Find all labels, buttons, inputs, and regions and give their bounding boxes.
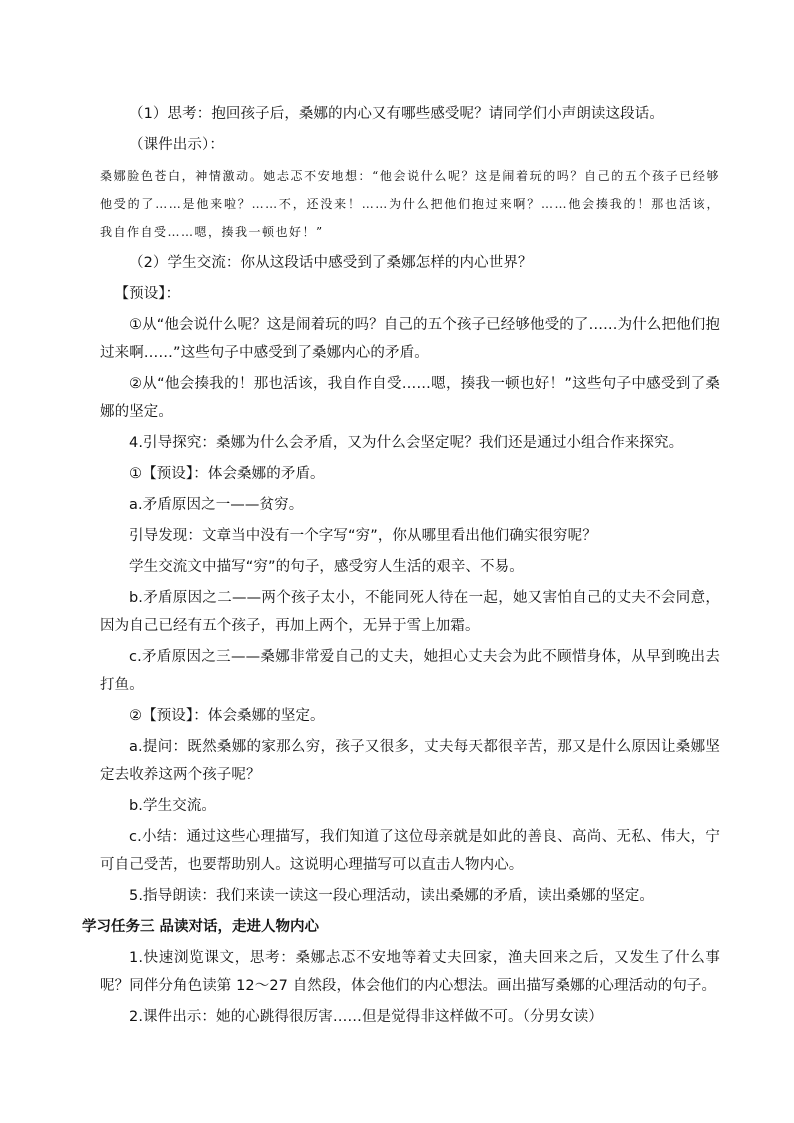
preset-determination: ②【预设】：体会桑娜的坚定。: [129, 708, 325, 724]
section-heading-task-three: 学习任务三 品读对话，走进人物内心: [82, 919, 320, 935]
courseware-quote: 桑娜脸色苍白，神情激动。她忐忑不安地想：“他会说什么呢？这是闹着玩的吗？自己的五个孩子已经够他受的了……是他来啦？……不，还没来！……为什么把他们抱过来啊？……他会揍我的！那也活该，我自作自受……嗯，揍我一顿也好！”: [100, 169, 720, 239]
courseware-label: （课件出示）：: [129, 137, 224, 153]
courseware-reading-paragraph: 2.课件出示：她的心跳得很厉害……但是觉得非这样做不可。（分男女读）: [129, 1009, 603, 1025]
question-paragraph: a.提问：既然桑娜的家那么穷，孩子又很多，丈夫每天都很辛苦，那又是什么原因让桑娜坚定去收养这两个孩子呢？: [100, 739, 720, 783]
summary-paragraph: c.小结：通过这些心理描写，我们知道了这位母亲就是如此的善良、高尚、无私、伟大，宁可自己受苦，也要帮助别人。这说明心理描写可以直击人物内心。: [100, 829, 720, 873]
document-body: [82, 100, 720, 1034]
quick-browse-paragraph: 1.快速浏览课文，思考：桑娜忐忑不安地等着丈夫回家，渔夫回来之后，又发生了什么事呢？同伴分角色读第 12～27 自然段，体会他们的内心想法。画出描写桑娜的心理活动的句子。: [100, 950, 720, 994]
student-exchange: b.学生交流。: [129, 798, 217, 814]
guided-discovery: 引导发现：文章当中没有一个字写“穷”，你从哪里看出他们确实很穷呢？: [129, 528, 597, 544]
reason-three: c.矛盾原因之三——桑娜非常爱自己的丈夫，她担心丈夫会为此不顾惜身体，从早到晚出去打鱼。: [100, 649, 720, 693]
reason-two: b.矛盾原因之二——两个孩子太小，不能同死人待在一起，她又害怕自己的丈夫不会同意，因为自己已经有五个孩子，再加上两个，无异于雪上加霜。: [100, 590, 720, 634]
reason-one: a.矛盾原因之一——贫穷。: [129, 497, 304, 513]
guided-inquiry-paragraph: 4.引导探究：桑娜为什么会矛盾，又为什么会坚定呢？我们还是通过小组合作来探究。: [129, 435, 684, 451]
preset-item-1: ①从“他会说什么呢？这是闹着玩的吗？自己的五个孩子已经够他受的了……为什么把他们抱过来啊……”这些句子中感受到了桑娜内心的矛盾。: [100, 317, 720, 361]
think-question-paragraph: （1）思考：抱回孩子后，桑娜的内心又有哪些感受呢？请同学们小声朗读这段话。: [129, 106, 664, 122]
student-discussion-paragraph: （2）学生交流：你从这段话中感受到了桑娜怎样的内心世界？: [129, 255, 533, 271]
preset-contradiction: ①【预设】：体会桑娜的矛盾。: [129, 466, 325, 482]
preset-item-2: ②从“他会揍我的！那也活该，我自作自受……嗯，揍我一顿也好！”这些句子中感受到了桑娜的坚定。: [100, 376, 720, 420]
reading-guidance: 5.指导朗读：我们来读一读这一段心理活动，读出桑娜的矛盾，读出桑娜的坚定。: [129, 888, 655, 904]
preset-label: 【预设】：: [114, 286, 181, 302]
student-exchange-poverty: 学生交流文中描写“穷”的句子，感受穷人生活的艰辛、不易。: [129, 559, 524, 575]
